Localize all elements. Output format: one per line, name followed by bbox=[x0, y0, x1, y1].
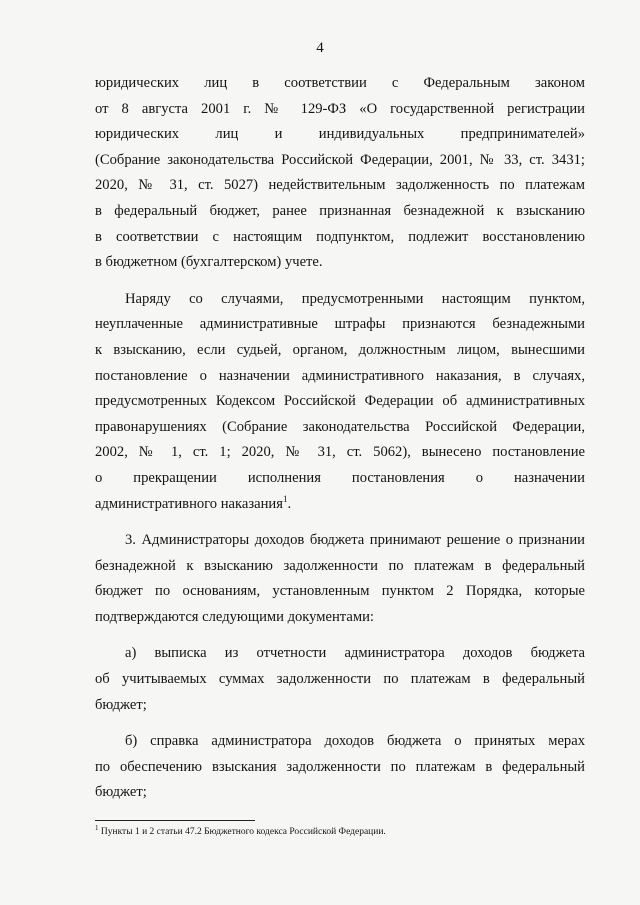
footnote-text: Пункты 1 и 2 статьи 47.2 Бюджетного кодекса Российской Федерации. bbox=[98, 827, 386, 837]
text-line: бюджет; bbox=[95, 696, 147, 713]
text-line: в соответствии с настоящим подпунктом, подлежит восстановлению bbox=[95, 228, 585, 245]
text-line: а) выписка из отчетности администратора доходов бюджета bbox=[125, 645, 585, 662]
text-line: от 8 августа 2001 г. № 129-ФЗ «О государственной регистрации bbox=[95, 100, 585, 117]
text-line: правонарушениях (Собрание законодательства Российской Федерации, bbox=[95, 418, 585, 435]
text-line: подтверждаются следующими документами: bbox=[95, 608, 374, 625]
text-fragment: . bbox=[287, 495, 292, 512]
text-line: Наряду со случаями, предусмотренными настоящим пунктом, bbox=[125, 290, 585, 307]
text-line: по обеспечению взыскания задолженности по платежам в федеральный bbox=[95, 758, 585, 775]
paragraph-2 bbox=[95, 287, 585, 517]
text-line: в бюджетном (бухгалтерском) учете. bbox=[95, 254, 323, 271]
text-line: постановление о назначении административного наказания, в случаях, bbox=[95, 367, 585, 384]
text-fragment: административного наказания bbox=[95, 495, 283, 512]
text-line: бюджет по основаниям, установленным пунктом 2 Порядка, которые bbox=[95, 583, 585, 600]
text-line: в федеральный бюджет, ранее признанная безнадежной к взысканию bbox=[95, 202, 585, 219]
footnote bbox=[95, 823, 585, 838]
text-line: 2002, № 1, ст. 1; 2020, № 31, ст. 5062), вынесено постановление bbox=[95, 444, 585, 461]
text-line: 2020, № 31, ст. 5027) недействительным задолженность по платежам bbox=[95, 177, 585, 194]
text-line: (Собрание законодательства Российской Федерации, 2001, № 33, ст. 3431; bbox=[95, 151, 585, 168]
text-line: юридических лиц и индивидуальных предпринимателей» bbox=[95, 126, 585, 143]
text-line: б) справка администратора доходов бюджета о принятых мерах bbox=[125, 733, 585, 750]
list-item-a bbox=[95, 641, 585, 718]
paragraph-1 bbox=[95, 71, 585, 276]
footnote-marker: 1 bbox=[95, 823, 99, 832]
text-line-with-footnote bbox=[95, 492, 585, 518]
page-number: 4 bbox=[316, 40, 324, 56]
text-line: безнадежной к взысканию задолженности по платежам в федеральный bbox=[95, 557, 585, 574]
text-line: об учитываемых суммах задолженности по платежам в федеральный bbox=[95, 671, 585, 688]
footnote-reference: 1 bbox=[282, 493, 288, 504]
text-line: неуплаченные административные штрафы признаются безнадежными bbox=[95, 316, 585, 333]
text-line: бюджет; bbox=[95, 784, 147, 801]
text-line: предусмотренных Кодексом Российской Федерации об административных bbox=[95, 393, 585, 410]
text-line: юридических лиц в соответствии с Федеральным законом bbox=[95, 75, 585, 91]
paragraph-3 bbox=[95, 528, 585, 630]
document-body bbox=[95, 71, 585, 806]
text-line: о прекращении исполнения постановления о назначении bbox=[95, 469, 585, 486]
text-line: 3. Администраторы доходов бюджета принимают решение о признании bbox=[125, 532, 585, 549]
footnote-separator bbox=[95, 820, 255, 821]
list-item-b bbox=[95, 729, 585, 806]
text-line: к взысканию, если судьей, органом, должностным лицом, вынесшими bbox=[95, 341, 585, 358]
